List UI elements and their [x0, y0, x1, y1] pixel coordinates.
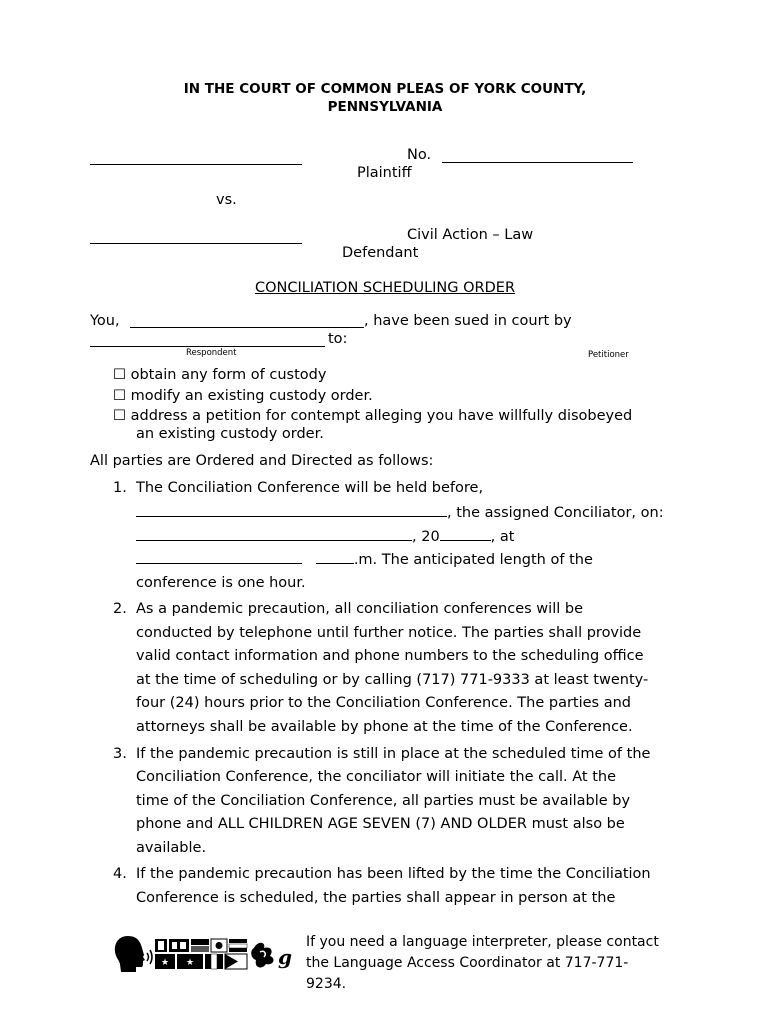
item-3-line-5: available. [136, 840, 207, 856]
checkbox-icon[interactable]: ☐ [113, 408, 126, 424]
versus-label: vs. [216, 192, 237, 208]
defendant-name-line [90, 243, 302, 244]
option-contempt-petition[interactable] [113, 408, 632, 424]
item-1-line-1: The Conciliation Conference will be held before, [136, 480, 484, 496]
checkbox-icon[interactable]: ☐ [113, 388, 126, 404]
respondent-name-line [130, 327, 364, 328]
item-number: 1. [113, 480, 127, 496]
option-modify-custody[interactable] [113, 388, 373, 404]
svg-text:★: ★ [185, 958, 195, 968]
conference-year-field[interactable] [440, 528, 491, 541]
item-2-line-5: four (24) hours prior to the Conciliation Conference. The parties and [136, 695, 631, 711]
option-obtain-custody[interactable] [113, 367, 326, 383]
item-3-line-1: If the pandemic precaution is still in place at the scheduled time of the [136, 746, 651, 762]
court-header-line1: IN THE COURT OF COMMON PLEAS OF YORK COUNTY, [183, 81, 587, 97]
to-text: to: [328, 331, 348, 347]
case-number-line [442, 162, 633, 163]
option-label: address a petition for contempt alleging you have willfully disobeyed [130, 408, 633, 424]
svg-text:★: ★ [160, 958, 170, 968]
option-label: modify an existing custody order. [130, 388, 373, 404]
item-2-line-1: As a pandemic precaution, all conciliation conferences will be [136, 601, 583, 617]
item-3-line-3: time of the Conciliation Conference, all parties must be available by [136, 793, 631, 809]
item-2-line-4: at the time of scheduling or by calling (717) 771-9333 at least twenty- [136, 672, 649, 688]
conference-time-field[interactable] [136, 551, 302, 564]
language-access-icon [114, 934, 290, 974]
petitioner-label: Petitioner [588, 350, 629, 360]
case-number-label: No. [407, 147, 432, 163]
am-pm-field[interactable] [316, 551, 354, 564]
conference-date-field[interactable] [136, 528, 412, 541]
item-3-line-4: phone and ALL CHILDREN AGE SEVEN (7) AND OLDER must also be [136, 816, 625, 832]
item-4-line-2: Conference is scheduled, the parties shall appear in person at the [136, 890, 616, 906]
plaintiff-label: Plaintiff [357, 165, 412, 181]
plaintiff-name-line [90, 164, 302, 165]
you-prefix: You, [90, 313, 120, 329]
item-1-line-5: conference is one hour. [136, 575, 306, 591]
item-4-line-1: If the pandemic precaution has been lifted by the time the Conciliation [136, 866, 651, 882]
option-contempt-continuation: an existing custody order. [136, 426, 324, 442]
interpreter-notice: If you need a language interpreter, please contact the Language Access Coordinator at 717-771-9234. [306, 934, 659, 992]
petitioner-name-line [90, 346, 325, 347]
sued-text: , have been sued in court by [364, 313, 572, 329]
svg-text:g: g [278, 945, 292, 969]
item-2-line-3: valid contact information and phone numbers to the scheduling office [136, 648, 644, 664]
defendant-label: Defendant [342, 245, 419, 261]
item-1-line-4: .m. The anticipated length of the [136, 551, 593, 568]
item-number: 2. [113, 601, 127, 617]
item-1-line-3: , 20 , at [136, 528, 514, 545]
option-label: obtain any form of custody [130, 367, 327, 383]
item-1-line-2: , the assigned Conciliator, on: [136, 504, 664, 521]
respondent-label: Respondent [186, 348, 237, 358]
court-header-line2: PENNSYLVANIA [327, 99, 443, 115]
checkbox-icon[interactable]: ☐ [113, 367, 126, 383]
civil-action-label: Civil Action – Law [407, 227, 534, 243]
conciliator-name-field[interactable] [136, 504, 447, 517]
item-number: 3. [113, 746, 127, 762]
order-title: CONCILIATION SCHEDULING ORDER [254, 280, 516, 296]
item-2-line-6: attorneys shall be available by phone at the time of the Conference. [136, 719, 633, 735]
directed-statement: All parties are Ordered and Directed as follows: [90, 453, 434, 469]
item-2-line-2: conducted by telephone until further notice. The parties shall provide [136, 625, 642, 641]
item-3-line-2: Conciliation Conference, the conciliator will initiate the call. At the [136, 769, 617, 785]
item-number: 4. [113, 866, 127, 882]
